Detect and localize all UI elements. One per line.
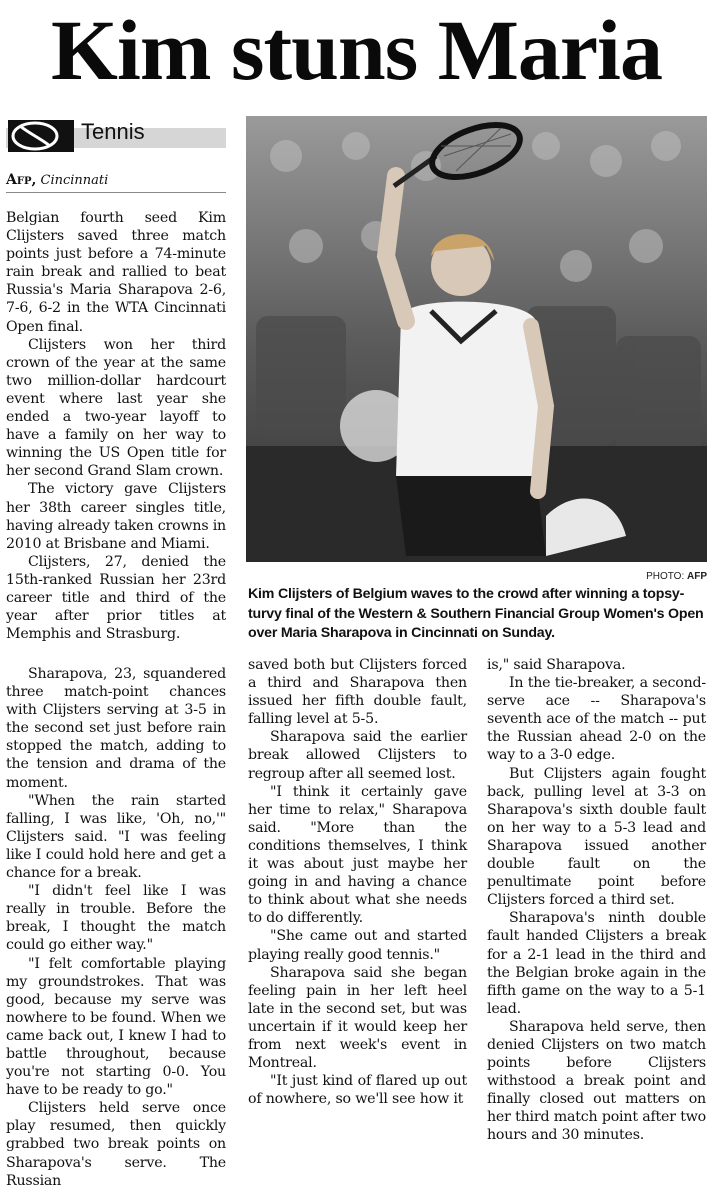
paragraph: is," said Sharapova. [487,657,626,673]
article-column-2 [248,656,467,1108]
paragraph: "She came out and started playing really good tennis." [248,928,467,963]
paragraph: "It just kind of flared up out of nowhere, so we'll see how it [248,1073,467,1108]
article-column-1-continued [6,665,226,1190]
paragraph: Belgian fourth seed Kim Clijsters saved three match points just before a 74-minute rain break and rallied to beat Russia's Maria Sharapova 2-6, 7-6, 6-2 in the WTA Cincinnati Open final. [6,210,226,335]
photo-credit-prefix: PHOTO: [646,571,685,582]
byline-city: Cincinnati [40,173,109,188]
paragraph: "I think it certainly gave her time to relax," Sharapova said. "More than the conditions themselves, I think it was about just maybe her going in and having a chance to think about what she needs to do differently. [248,783,467,927]
paragraph: Clijsters, 27, denied the 15th-ranked Russian her 23rd career title and third of the year after prior titles at Memphis and Strasburg. [6,553,226,643]
paragraph: Clijsters held serve once play resumed, then quickly grabbed two break points on Sharapova's serve. The Russian [6,1100,226,1189]
tennis-ball-icon [8,120,74,152]
paragraph: Clijsters won her third crown of the year at the same two million-dollar hardcourt event where last year she ended a two-year layoff to have a family on her way to winning the US Open title for her second Grand Slam crown. [6,336,226,480]
paragraph: "When the rain started falling, I was like, 'Oh, no,'" Clijsters said. "I was feeling like I could hold here and get a chance for a break. [6,792,226,882]
paragraph: In the tie-breaker, a second-serve ace -- Sharapova's seventh ace of the match -- put the Russian ahead 2-0 on the way to a 3-0 edge. [487,675,706,764]
photo-credit-agency: AFP [687,571,707,582]
photo-credit [246,571,707,582]
section-label: Tennis [81,119,145,144]
photo-caption: Kim Clijsters of Belgium waves to the crowd after winning a topsy-turvy final of the Western & Southern Financial Group Women's Open over Maria Sharapova in Cincinnati on Sunday. [248,586,704,641]
paragraph: But Clijsters again fought back, pulling level at 3-3 on Sharapova's sixth double fault on her way to a 5-3 lead and Sharapova issued another double fault on the penultimate point before Clijsters forced a third set. [487,765,706,909]
byline-agency: Afp, [6,172,37,188]
article-column-1 [6,209,226,643]
section-tag [6,116,226,156]
headline: Kim stuns Maria [51,2,662,98]
paragraph: Sharapova said she began feeling pain in her left heel late in the second set, but was uncertain if it would keep her from next week's event in Montreal. [248,964,467,1072]
paragraph: "I didn't feel like I was really in trouble. Before the break, I thought the match could go either way." [6,883,226,954]
paragraph: Sharapova, 23, squandered three match-point chances with Clijsters serving at 3-5 in the second set just before rain stopped the match, adding to the tension and drama of the moment. [6,666,226,791]
paragraph: "I felt comfortable playing my groundstrokes. That was good, because my serve was nowhere to be found. When we came back out, I knew I had to battle throughout, because you're not starting 0-0. You have to be ready to go." [6,955,226,1099]
paragraph: Sharapova said the earlier break allowed Clijsters to regroup after all seemed lost. [248,729,467,782]
article-column-3 [487,656,706,1145]
paragraph: saved both but Clijsters forced a third and Sharapova then issued her fifth double fault, falling level at 5-5. [248,657,467,728]
news-photo [246,116,707,562]
byline [6,172,226,193]
paragraph: Sharapova held serve, then denied Clijsters on two match points before Clijsters withstood a break point and finally closed out matters on her third match point after two hours and 30 minutes. [487,1018,706,1144]
paragraph: The victory gave Clijsters her 38th career singles title, having already taken crowns in 2010 at Brisbane and Miami. [6,481,226,552]
paragraph: Sharapova's ninth double fault handed Clijsters a break for a 2-1 lead in the third and the Belgian broke again in the fifth game on the way to a 5-1 lead. [487,910,706,1017]
